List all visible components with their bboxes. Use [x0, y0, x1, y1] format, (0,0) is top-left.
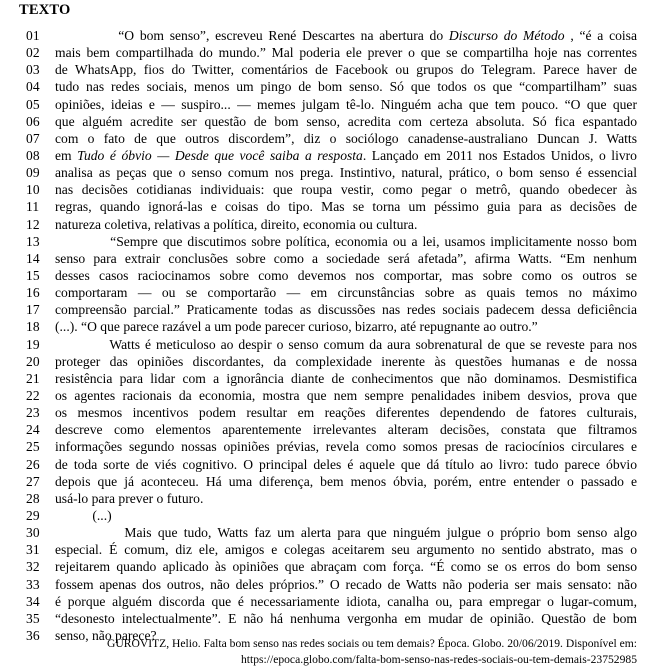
text-line-row: [0, 558, 653, 575]
text-line-row: [0, 541, 653, 558]
line-text: [55, 61, 637, 78]
text-line-row: [0, 216, 653, 233]
line-number: 20: [26, 353, 40, 369]
line-number: 14: [26, 250, 40, 266]
body-text-segment: nas decisões cotidianas individuais: que roupa vestir, como pegar o metrô, quando obedecer às: [55, 182, 637, 198]
line-text: [55, 507, 637, 524]
italic-title-text: Discurso do Método: [448, 28, 565, 43]
line-text: [55, 404, 637, 421]
text-line-row: [0, 524, 653, 541]
line-text: [55, 558, 637, 575]
line-number: 31: [26, 542, 40, 558]
text-line-row: [0, 78, 653, 95]
text-line-row: [0, 576, 653, 593]
text-line-row: [0, 181, 653, 198]
text-line-row: [0, 130, 653, 147]
line-text: [55, 456, 637, 473]
text-line-row: [0, 164, 653, 181]
text-line-row: [0, 233, 653, 250]
text-line-row: [0, 318, 653, 335]
text-line-row: [0, 421, 653, 438]
body-text-segment: especial. É comum, diz ele, amigos e colegas aceitarem seu argumento no sentido abstrato, mas o: [55, 542, 637, 558]
line-number: 29: [26, 507, 40, 523]
line-number: 10: [26, 182, 40, 198]
source-citation-line-1: GUROVITZ, Helio. Falta bom senso nas redes sociais ou tem demais? Época. Globo. 20/06/2019. Disponível em:: [106, 637, 637, 650]
text-line-row: [0, 353, 653, 370]
line-text: [55, 318, 637, 335]
body-text-segment: descreve como elementos aparentemente irrelevantes alteram decisões, constata que filtramos: [55, 422, 637, 438]
line-number: 04: [26, 79, 40, 95]
numbered-text-body: [0, 27, 653, 644]
line-text: [55, 610, 637, 627]
body-text-segment: (...): [55, 507, 112, 523]
line-number: 11: [26, 199, 40, 215]
line-number: 35: [26, 610, 40, 626]
text-line-row: [0, 267, 653, 284]
line-text: [55, 593, 637, 610]
line-number: 19: [26, 336, 40, 352]
text-line-row: [0, 27, 653, 44]
text-line-row: [0, 507, 653, 524]
body-text-segment: analisa as peças que o senso comum nos prega. Instintivo, natural, prático, o bom senso é essencial: [55, 165, 637, 181]
line-number: 23: [26, 405, 40, 421]
body-text-segment: mais bem compartilhada do mundo.” Mal poderia ele prever o que se compartilha hoje nas correntes: [55, 45, 637, 61]
line-number: 30: [26, 525, 40, 541]
body-text-segment: (...). “O que parece razável a um pode parecer curioso, bizarro, até repugnante ao outro.”: [55, 319, 538, 335]
line-number: 25: [26, 439, 40, 455]
body-text-segment: “Sempre que discutimos sobre política, economia ou a lei, usamos implicitamente nosso bom: [55, 233, 637, 249]
body-text-segment: desses casos raciocinamos sobre como devemos nos comportar, mas sobre como os outros se: [55, 267, 637, 283]
line-text: [55, 421, 637, 438]
line-text: [55, 181, 637, 198]
body-text-segment: compreensão parcial.” Praticamente todas as discussões nas redes sociais padecem dessa deficiência: [55, 302, 637, 318]
text-line-row: [0, 593, 653, 610]
text-line-row: [0, 387, 653, 404]
line-number: 06: [26, 113, 40, 129]
line-number: 32: [26, 559, 40, 575]
line-text: [55, 267, 637, 284]
text-line-row: [0, 301, 653, 318]
body-text-segment: informações segundo nossas opiniões prévias, revela como somos presas de raciocínios circulares e: [55, 439, 637, 455]
body-text-segment: com o fato de que outros discordem”, diz o sociólogo canadense-australiano Duncan J. Watts: [55, 130, 637, 146]
body-text-segment: resistência para lidar com a ignorância diante de conhecimentos que não dominamos. Desmistifica: [55, 370, 637, 386]
line-text: [55, 524, 637, 541]
italic-title-text: Tudo é óbvio — Desde que você saiba a resposta: [77, 147, 363, 163]
line-number: 33: [26, 576, 40, 592]
source-citation: [55, 636, 637, 667]
line-text: [55, 233, 637, 250]
line-number: 03: [26, 62, 40, 78]
line-text: [55, 387, 637, 404]
text-line-row: [0, 456, 653, 473]
body-text-segment: em: [55, 147, 78, 163]
text-line-row: [0, 404, 653, 421]
line-text: [55, 44, 637, 61]
line-number: 28: [26, 490, 40, 506]
text-line-row: [0, 113, 653, 130]
line-text: [55, 130, 637, 147]
body-text-segment: de WhatsApp, fios do Twitter, comentários de Facebook ou grupos do Telegram. Parece haver de: [55, 62, 637, 78]
text-line-row: [0, 61, 653, 78]
text-line-row: [0, 490, 653, 507]
body-text-segment: rejeitarem quando aplicado às opiniões que abraçam com força. “É como se os erros do bom senso: [55, 559, 637, 575]
text-line-row: [0, 147, 653, 164]
line-number: 07: [26, 130, 40, 146]
body-text-segment: “desonesto intelectualmente”. E não há nenhuma vergonha em mudar de opinião. Questão de bom: [55, 610, 637, 626]
body-text-segment: senso para extrair conclusões sobre como a sociedade será afetada”, afirma Watts. “Em nenhum: [55, 250, 637, 266]
line-number: 15: [26, 267, 40, 283]
text-line-row: [0, 438, 653, 455]
line-number: 12: [26, 216, 40, 232]
body-text-segment: os agentes racionais da economia, mostra que nem sempre penalidades inibem desvios, prova que: [55, 387, 637, 403]
line-text: [55, 284, 637, 301]
line-text: [55, 438, 637, 455]
text-line-row: [0, 610, 653, 627]
line-text: [55, 216, 637, 233]
line-text: [55, 576, 637, 593]
line-number: 08: [26, 147, 40, 163]
text-line-row: [0, 250, 653, 267]
body-text-segment: opiniões, ideias e — suspiro... — memes julgam tê-lo. Ninguém acha que tem pouco. “O que quer: [55, 96, 637, 112]
page-title: TEXTO: [19, 2, 71, 18]
line-text: [55, 490, 637, 507]
line-number: 26: [26, 456, 40, 472]
text-line-row: [0, 370, 653, 387]
body-text-segment: comportaram — ou se comportarão — em circunstâncias sobre as quais temos no máximo: [55, 285, 637, 301]
text-line-row: [0, 44, 653, 61]
line-number: 09: [26, 165, 40, 181]
line-text: [55, 78, 637, 95]
body-text-segment: Mais que tudo, Watts faz um alerta para que ninguém julgue o próprio bom senso algo: [55, 525, 637, 541]
body-text-segment: fossem apenas dos outros, não deles próprios.” O recado de Watts não poderia ser mais sensato: não: [55, 576, 637, 592]
body-text-segment: , “é a coisa: [564, 28, 637, 43]
body-text-segment: “O bom senso”, escreveu René Descartes na abertura do: [55, 28, 449, 43]
line-text: [55, 541, 637, 558]
body-text-segment: natureza coletiva, relativas a política, direito, economia ou cultura.: [55, 216, 418, 232]
text-line-row: [0, 284, 653, 301]
line-text: [55, 473, 637, 490]
body-text-segment: que alguém acredite ser questão de bom senso, acredita com certeza absoluta. Só fica espantado: [55, 113, 637, 129]
line-number: 22: [26, 387, 40, 403]
line-number: 01: [26, 28, 40, 43]
line-text: [55, 370, 637, 387]
line-text: [55, 96, 637, 113]
body-text-segment: depois que já aconteceu. Há uma diferença, bem menos óbvia, porém, entre entender o passado e: [55, 473, 637, 489]
body-text-segment: os mesmos incentivos podem resultar em reações diferentes dependendo de fatores culturais,: [55, 405, 637, 421]
line-text: [55, 353, 637, 370]
line-number: 16: [26, 285, 40, 301]
line-number: 21: [26, 370, 40, 386]
body-text-segment: regras, quando ignorá-las e coisas do tipo. Mas se torna um péssimo guia para as decisões de: [55, 199, 637, 215]
line-number: 24: [26, 422, 40, 438]
body-text-segment: usá-lo para prever o futuro.: [55, 490, 204, 506]
body-text-segment: tudo nas redes sociais, menos um pingo de bom senso. Só que todos os que “compartilham” suas: [55, 79, 637, 95]
text-line-row: [0, 336, 653, 353]
line-text: [55, 113, 637, 130]
line-number: 05: [26, 96, 40, 112]
body-text-segment: Watts é meticuloso ao despir o senso comum da aura sobrenatural de que se reveste para nos: [55, 336, 637, 352]
line-text: [55, 198, 637, 215]
line-text: [55, 164, 637, 181]
text-line-row: [0, 96, 653, 113]
line-number: 34: [26, 593, 40, 609]
line-text: [55, 336, 637, 353]
line-number: 27: [26, 473, 40, 489]
body-text-segment: . Lançado em 2011 nos Estados Unidos, o livro: [362, 147, 637, 163]
text-line-row: [0, 473, 653, 490]
line-number: 36: [26, 627, 40, 643]
source-citation-url: https://epoca.globo.com/falta-bom-senso-nas-redes-sociais-ou-tem-demais-23752985: [240, 652, 637, 666]
line-text: [55, 27, 637, 44]
line-number: 17: [26, 302, 40, 318]
body-text-segment: senso, não parece?: [55, 627, 157, 643]
line-number: 02: [26, 45, 40, 61]
body-text-segment: proteger das opiniões discordantes, da complexidade inerente às questões humanas e de nossa: [55, 353, 637, 369]
line-text: [55, 301, 637, 318]
line-number: 13: [26, 233, 40, 249]
line-number: 18: [26, 319, 40, 335]
line-text: [55, 147, 637, 164]
body-text-segment: de toda sorte de viés cognitivo. O principal deles é aquele que dá título ao livro: tudo parece óbvio: [55, 456, 637, 472]
text-line-row: [0, 198, 653, 215]
body-text-segment: é porque alguém discorda que é necessariamente idiota, canalha ou, para empregar o lugar-comum,: [55, 593, 637, 609]
line-text: [55, 250, 637, 267]
